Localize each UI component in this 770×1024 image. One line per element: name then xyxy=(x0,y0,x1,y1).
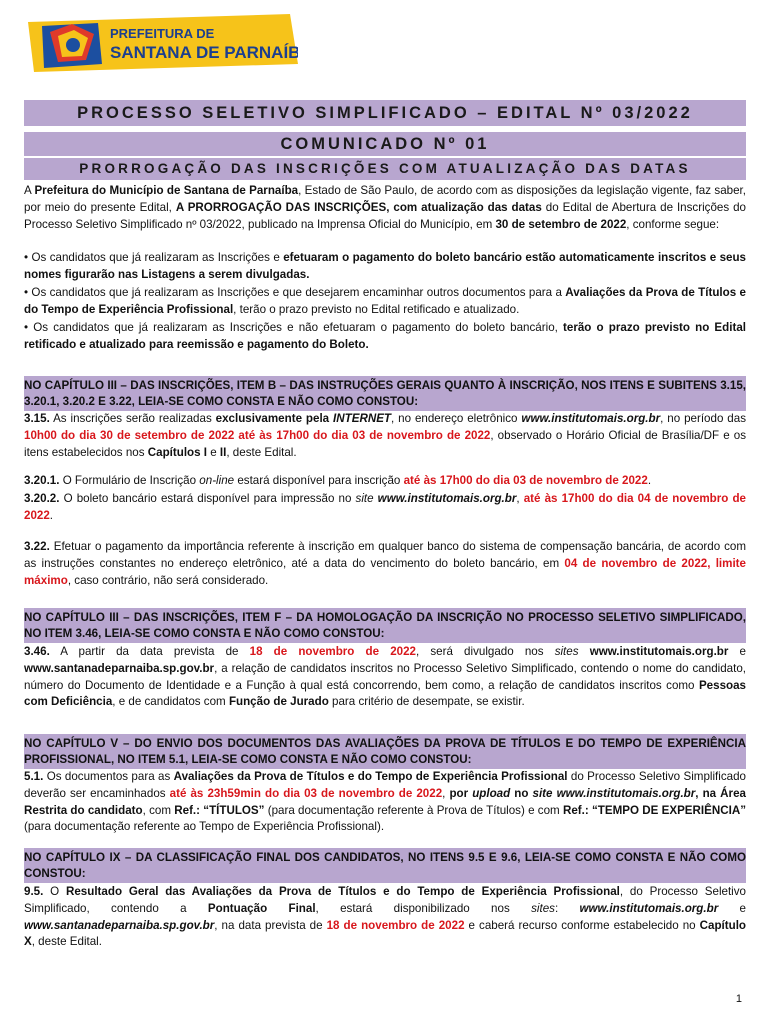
comunicado-subtitle: PRORROGAÇÃO DAS INSCRIÇÕES COM ATUALIZAÇÃO DAS DATAS xyxy=(24,158,746,180)
intro-bullet-1: • Os candidatos que já realizaram as Inscrições e efetuaram o pagamento do boleto bancário estão automaticamente inscritos e seus nomes figurarão nas Listagens a serem divulgadas. xyxy=(24,251,747,281)
section-header-cap3-f: NO CAPÍTULO III – DAS INSCRIÇÕES, ITEM F – DA HOMOLOGAÇÃO DA INSCRIÇÃO NO PROCESSO SELETIVO SIMPLIFICADO, NO ITEM 3.46, LEIA-SE COMO CONSTA E NÃO COMO CONSTOU: xyxy=(24,608,746,643)
item-3-15: 3.15. As inscrições serão realizadas exclusivamente pela INTERNET, no endereço eletrônico www.institutomais.org.br, no período das 10h00 do dia 30 de setembro de 2022 até às 17h00 do dia 03 de novembro de 2022, observado o Horário Oficial de Brasília/DF e os itens estabelecidos nos Capítulos I e II, deste Edital. xyxy=(24,412,747,459)
page-number: 1 xyxy=(735,993,742,1005)
section-header-cap3-b: NO CAPÍTULO III – DAS INSCRIÇÕES, ITEM B – DAS INSTRUÇÕES GERAIS QUANTO À INSCRIÇÃO, NOS ITENS E SUBITENS 3.15, 3.20.1, 3.20.2 E 3.22, LEIA-SE COMO CONSTA E NÃO COMO CONSTOU: xyxy=(24,376,746,411)
section-header-cap5: NO CAPÍTULO V – DO ENVIO DOS DOCUMENTOS DAS AVALIAÇÕES DA PROVA DE TÍTULOS E DO TEMPO DE EXPERIÊNCIA PROFISSIONAL, NO ITEM 5.1, LEIA-SE COMO CONSTA E NÃO COMO CONSTOU: xyxy=(24,734,746,769)
section-header-cap9: NO CAPÍTULO IX – DA CLASSIFICAÇÃO FINAL DOS CANDIDATOS, NO ITENS 9.5 E 9.6, LEIA-SE COMO CONSTA E NÃO COMO CONSTOU: xyxy=(24,848,746,883)
logo-graphic xyxy=(28,14,298,72)
prefeitura-logo xyxy=(28,14,298,72)
comunicado-title: COMUNICADO Nº 01 xyxy=(24,132,746,156)
intro-bullet-3: • Os candidatos que já realizaram as Inscrições e não efetuaram o pagamento do boleto bancário, terão o prazo previsto no Edital retificado e atualizado para reemissão e pagamento do Boleto. xyxy=(24,321,747,351)
intro-paragraph: A Prefeitura do Município de Santana de Parnaíba, Estado de São Paulo, de acordo com as disposições da legislação vigente, faz saber, por meio do presente Edital, A PRORROGAÇÃO DAS INSCRIÇÕES, com atualização das datas do Edital de Abertura de Inscrições do Processo Seletivo Simplificado nº 03/2022, publicado na Imprensa Oficial do Município, em 30 de setembro de 2022, conforme segue: xyxy=(24,184,746,231)
item-3-20-2: 3.20.2. O boleto bancário estará disponível para impressão no site www.institutomais.org.br, até às 17h00 do dia 04 de novembro de 2022. xyxy=(24,492,746,522)
intro-bullet-2: • Os candidatos que já realizaram as Inscrições e que desejarem encaminhar outros documentos para a Avaliações da Prova de Títulos e do Tempo de Experiência Profissional, terão o prazo previsto no Edital retificado e atualizado. xyxy=(24,286,746,316)
logo-line1: PREFEITURA DE xyxy=(110,26,215,41)
item-9-5: 9.5. O Resultado Geral das Avaliações da Prova de Títulos e do Tempo de Experiência Profissional, do Processo Seletivo Simplificado, contendo a Pontuação Final, estará disponibilizado nos sites: www.institutomais.org.br e www.santanadeparnaiba.sp.gov.br, na data prevista de 18 de novembro de 2022 e caberá recurso conforme estabelecido no Capítulo X, deste Edital. xyxy=(24,885,747,949)
item-3-46: 3.46. A partir da data prevista de 18 de novembro de 2022, será divulgado nos sites www.institutomais.org.br e www.santanadeparnaiba.sp.gov.br, a relação de candidatos inscritos no Processo Seletivo Simplificado, contendo o nome do candidato, número do Documento de Identidade e a Função à qual está concorrendo, bem como, a relação de candidatos inscritos como Pessoas com Deficiência, e de candidatos com Função de Jurado para critério de desempate, se existir. xyxy=(24,645,746,709)
item-5-1: 5.1. Os documentos para as Avaliações da Prova de Títulos e do Tempo de Experiência Profissional do Processo Seletivo Simplificado deverão ser encaminhados até às 23h59min do dia 03 de novembro de 2022, por upload no site www.institutomais.org.br, na Área Restrita do candidato, com Ref.: “TÍTULOS” (para documentação referente à Prova de Títulos) e com Ref.: “TEMPO DE EXPERIÊNCIA” (para documentação referente ao Tempo de Experiência Profissional). xyxy=(24,770,746,834)
logo-line2: SANTANA DE PARNAÍBA xyxy=(110,43,298,62)
edital-title: PROCESSO SELETIVO SIMPLIFICADO – EDITAL Nº 03/2022 xyxy=(24,100,746,126)
item-3-20-1: 3.20.1. O Formulário de Inscrição on-line estará disponível para inscrição até às 17h00 do dia 03 de novembro de 2022. xyxy=(24,474,652,487)
item-3-22: 3.22. Efetuar o pagamento da importância referente à inscrição em qualquer banco do sistema de compensação bancária, de acordo com as instruções constantes no endereço eletrônico, até a data do vencimento do boleto bancário, em 04 de novembro de 2022, limite máximo, caso contrário, não será considerado. xyxy=(24,540,746,587)
